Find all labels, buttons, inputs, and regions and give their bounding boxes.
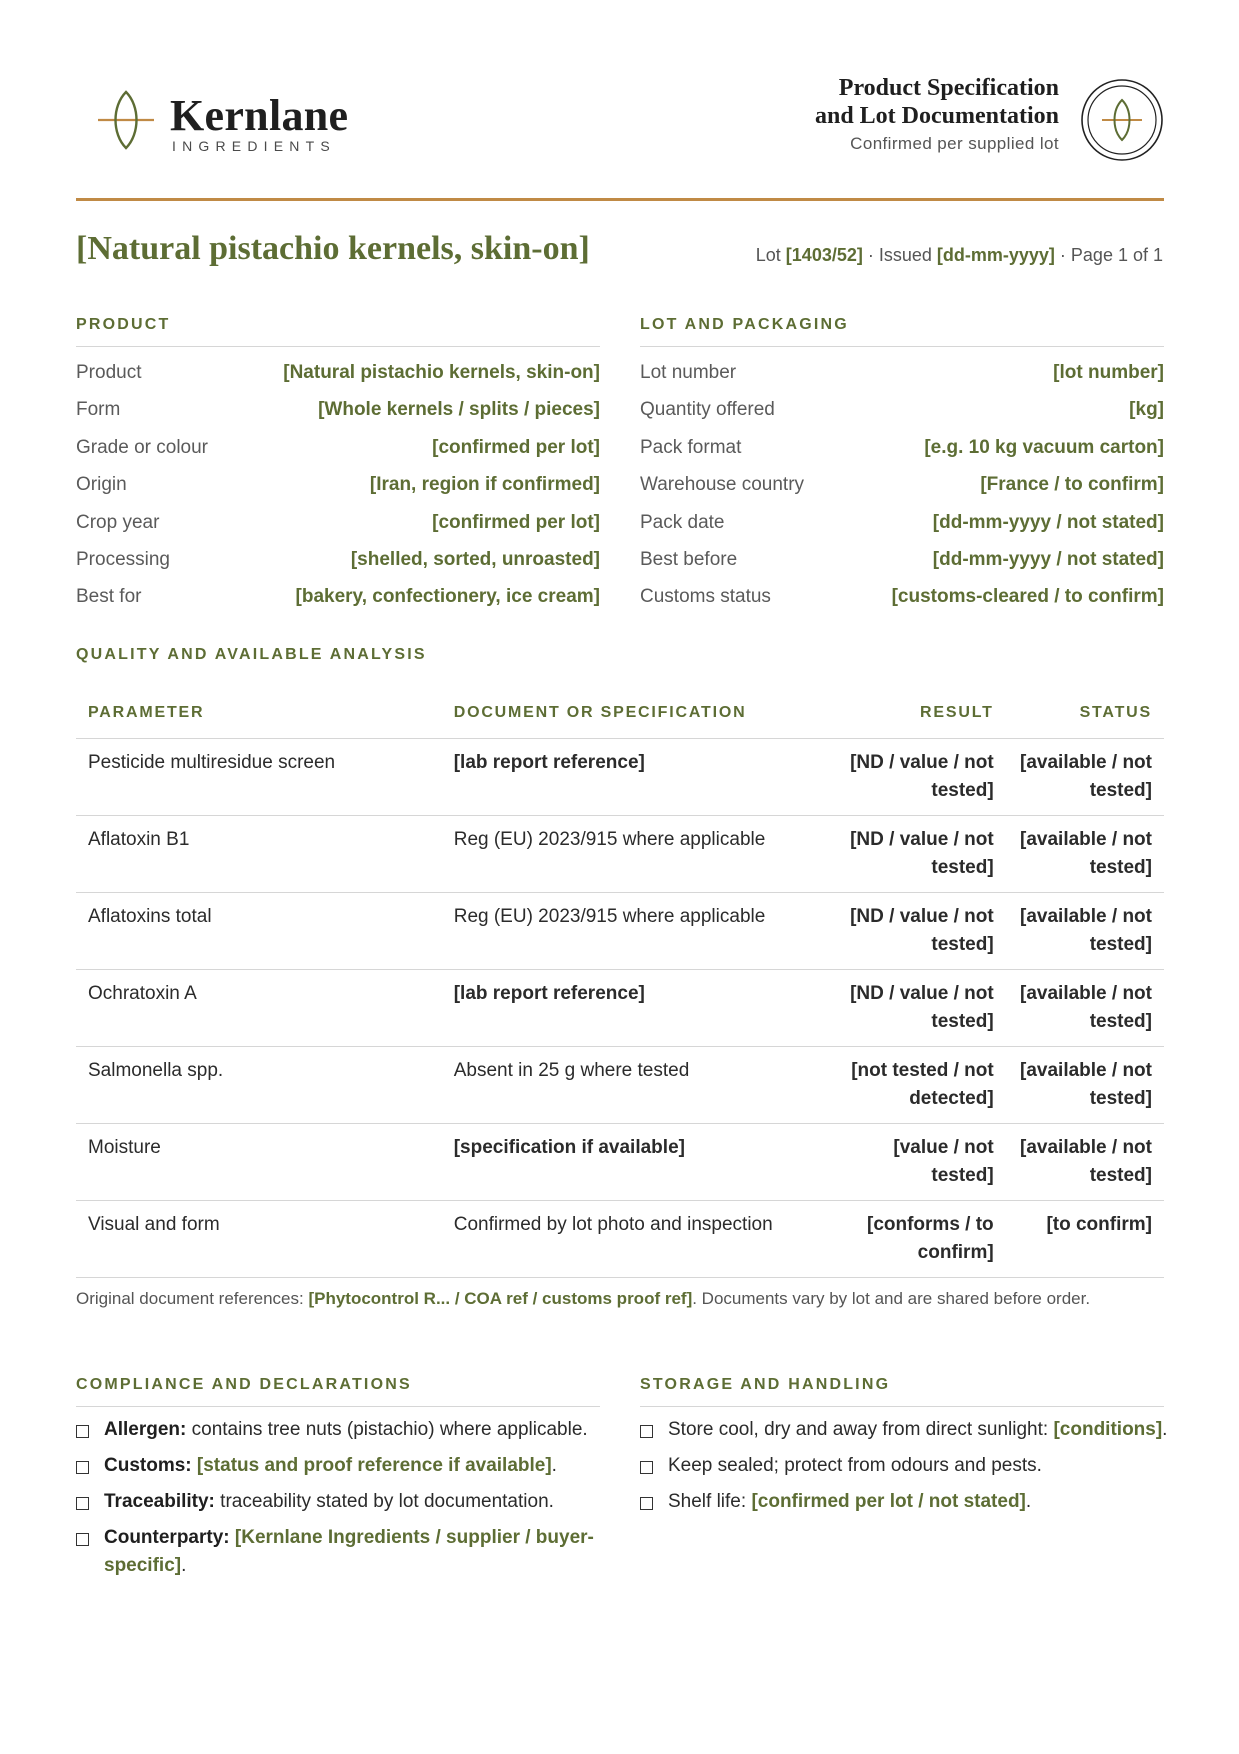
checkbox-icon [76,1461,89,1474]
status-cell: [available / not tested] [1006,893,1164,970]
checkbox-icon [76,1497,89,1510]
lot-field-value: [customs-cleared / to confirm] [891,586,1164,608]
compliance-list [76,1416,604,1588]
lot-row [640,474,1164,511]
column-header-document: DOCUMENT OR SPECIFICATION [442,688,833,739]
product-field-value: [shelled, sorted, unroasted] [350,548,600,570]
note-references: [Phytocontrol R... / COA ref / customs proof ref] [308,1289,693,1308]
product-row [76,586,600,623]
checkbox-icon [76,1533,89,1546]
table-row [76,893,1164,970]
lot-field-value: [France / to confirm] [980,474,1164,496]
product-row [76,474,600,511]
checkbox-icon [640,1497,653,1510]
storage-text: Shelf life: [668,1491,752,1512]
document-cell: [specification if available] [442,1124,833,1201]
lot-row [640,549,1164,586]
result-cell: [conforms / to confirm] [833,1201,1006,1278]
lot-field-value: [e.g. 10 kg vacuum carton] [924,436,1164,458]
compliance-label: Allergen: [104,1419,187,1440]
storage-heading: STORAGE AND HANDLING [640,1376,891,1393]
result-cell: [ND / value / not tested] [833,739,1006,816]
product-row [76,362,600,399]
compliance-label: Counterparty: [104,1527,230,1548]
compliance-value: [status and proof reference if available] [196,1455,552,1476]
compliance-tail: . [181,1555,187,1576]
lot-value: [1403/52] [785,245,863,265]
document-cell: [lab report reference] [442,970,833,1047]
table-header-row [76,688,1164,739]
document-cell: Absent in 25 g where tested [442,1047,833,1124]
lot-row [640,437,1164,474]
storage-text: Keep sealed; protect from odours and pests. [668,1455,1042,1476]
column-header-result: RESULT [833,688,1006,739]
compliance-text: traceability stated by lot documentation. [214,1491,554,1512]
note-suffix: . Documents vary by lot and are shared before order. [692,1289,1091,1308]
product-list [76,362,600,624]
product-field-value: [bakery, confectionery, ice cream] [295,586,600,608]
document-cell: Reg (EU) 2023/915 where applicable [442,893,833,970]
document-title-block [639,74,1059,154]
table-row [76,1047,1164,1124]
lot-field-value: [dd-mm-yyyy / not stated] [932,548,1164,570]
table-row [76,816,1164,893]
lot-list [640,362,1164,624]
lot-field-label: Customs status [640,586,771,608]
product-heading: PRODUCT [76,316,171,333]
result-cell: [ND / value / not tested] [833,970,1006,1047]
seal-icon [1080,78,1164,162]
storage-value: [confirmed per lot / not stated] [751,1491,1026,1512]
product-row [76,549,600,586]
checkbox-icon [640,1461,653,1474]
header-divider [76,198,1164,201]
compliance-heading-rule [76,1406,600,1407]
status-cell: [available / not tested] [1006,970,1164,1047]
product-title: [Natural pistachio kernels, skin-on] [76,230,590,267]
checkbox-icon [640,1425,653,1438]
parameter-cell: Visual and form [76,1201,442,1278]
compliance-text: contains tree nuts (pistachio) where applicable. [186,1419,588,1440]
product-field-value: [Whole kernels / splits / pieces] [318,399,600,421]
lot-row [640,512,1164,549]
lot-heading-rule [640,346,1164,347]
parameter-cell: Aflatoxins total [76,893,442,970]
leaf-logo-icon [98,90,154,150]
compliance-item [76,1416,604,1444]
lot-field-label: Warehouse country [640,474,805,496]
document-title-line-1: Product Specification [838,75,1059,101]
lot-field-label: Pack format [640,436,742,458]
storage-text: Store cool, dry and away from direct sunlight: [668,1419,1054,1440]
result-cell: [not tested / not detected] [833,1047,1006,1124]
lot-field-label: Quantity offered [640,399,775,421]
compliance-label: Traceability: [104,1491,215,1512]
compliance-tail: . [551,1455,557,1476]
lot-field-value: [lot number] [1053,362,1164,383]
product-field-value: [Iran, region if confirmed] [369,474,600,496]
lot-row [640,586,1164,623]
table-row [76,739,1164,816]
issued-value: [dd-mm-yyyy] [936,245,1055,265]
brand-tagline: INGREDIENTS [172,138,336,154]
product-heading-rule [76,346,600,347]
lot-field-value: [kg] [1129,399,1164,421]
compliance-item [76,1524,604,1580]
storage-item [640,1488,1168,1516]
parameter-cell: Salmonella spp. [76,1047,442,1124]
product-row [76,399,600,436]
lot-row [640,399,1164,436]
document-cell: [lab report reference] [442,739,833,816]
product-field-value: [confirmed per lot] [432,511,600,533]
status-cell: [available / not tested] [1006,739,1164,816]
checkbox-icon [76,1425,89,1438]
document-cell: Reg (EU) 2023/915 where applicable [442,816,833,893]
quality-heading: QUALITY AND AVAILABLE ANALYSIS [76,646,427,663]
storage-heading-rule [640,1406,1164,1407]
product-field-value: [Natural pistachio kernels, skin-on] [283,362,600,383]
product-field-value: [confirmed per lot] [432,436,600,458]
column-header-parameter: PARAMETER [76,688,442,739]
document-cell: Confirmed by lot photo and inspection [442,1201,833,1278]
issued-label: · Issued [862,245,937,265]
storage-item [640,1416,1168,1444]
document-subtitle: Confirmed per supplied lot [850,134,1059,153]
lot-field-value: [dd-mm-yyyy / not stated] [932,511,1164,533]
document-title-line-2: and Lot Documentation [814,103,1059,129]
product-field-label: Crop year [76,511,160,533]
product-row [76,512,600,549]
lot-field-label: Pack date [640,511,725,533]
table-row [76,1124,1164,1201]
product-field-label: Form [76,399,121,421]
result-cell: [ND / value / not tested] [833,893,1006,970]
page-number: · Page 1 of 1 [1054,245,1163,265]
brand-name: Kernlane [170,91,349,140]
lot-label: Lot [755,245,786,265]
compliance-label: Customs: [104,1455,192,1476]
status-cell: [available / not tested] [1006,1047,1164,1124]
product-field-label: Grade or colour [76,436,209,458]
quality-table [76,688,1164,1278]
storage-tail: . [1025,1491,1032,1512]
result-cell: [ND / value / not tested] [833,816,1006,893]
compliance-heading: COMPLIANCE AND DECLARATIONS [76,1376,412,1393]
product-field-label: Best for [76,586,142,608]
storage-item [640,1452,1168,1480]
compliance-value: [Kernlane Ingredients / supplier / buyer-specific] [104,1527,594,1576]
compliance-item [76,1488,604,1516]
lot-heading: LOT AND PACKAGING [640,316,849,333]
status-cell: [available / not tested] [1006,816,1164,893]
product-row [76,437,600,474]
note-prefix: Original document references: [76,1289,309,1308]
parameter-cell: Aflatoxin B1 [76,816,442,893]
status-cell: [available / not tested] [1006,1124,1164,1201]
column-header-status: STATUS [1006,688,1164,739]
lot-field-label: Best before [640,548,738,570]
parameter-cell: Moisture [76,1124,442,1201]
product-field-label: Origin [76,474,127,496]
storage-tail: . [1162,1419,1168,1440]
storage-value: [conditions] [1053,1419,1163,1440]
storage-list [640,1416,1168,1524]
document-references-note [76,1286,1166,1312]
lot-issue-line [756,245,1163,266]
compliance-item [76,1452,604,1480]
product-field-label: Processing [76,548,170,570]
result-cell: [value / not tested] [833,1124,1006,1201]
table-row [76,970,1164,1047]
lot-field-label: Lot number [640,362,737,383]
table-row [76,1201,1164,1278]
parameter-cell: Pesticide multiresidue screen [76,739,442,816]
parameter-cell: Ochratoxin A [76,970,442,1047]
product-field-label: Product [76,362,142,383]
lot-row [640,362,1164,399]
status-cell: [to confirm] [1006,1201,1164,1278]
